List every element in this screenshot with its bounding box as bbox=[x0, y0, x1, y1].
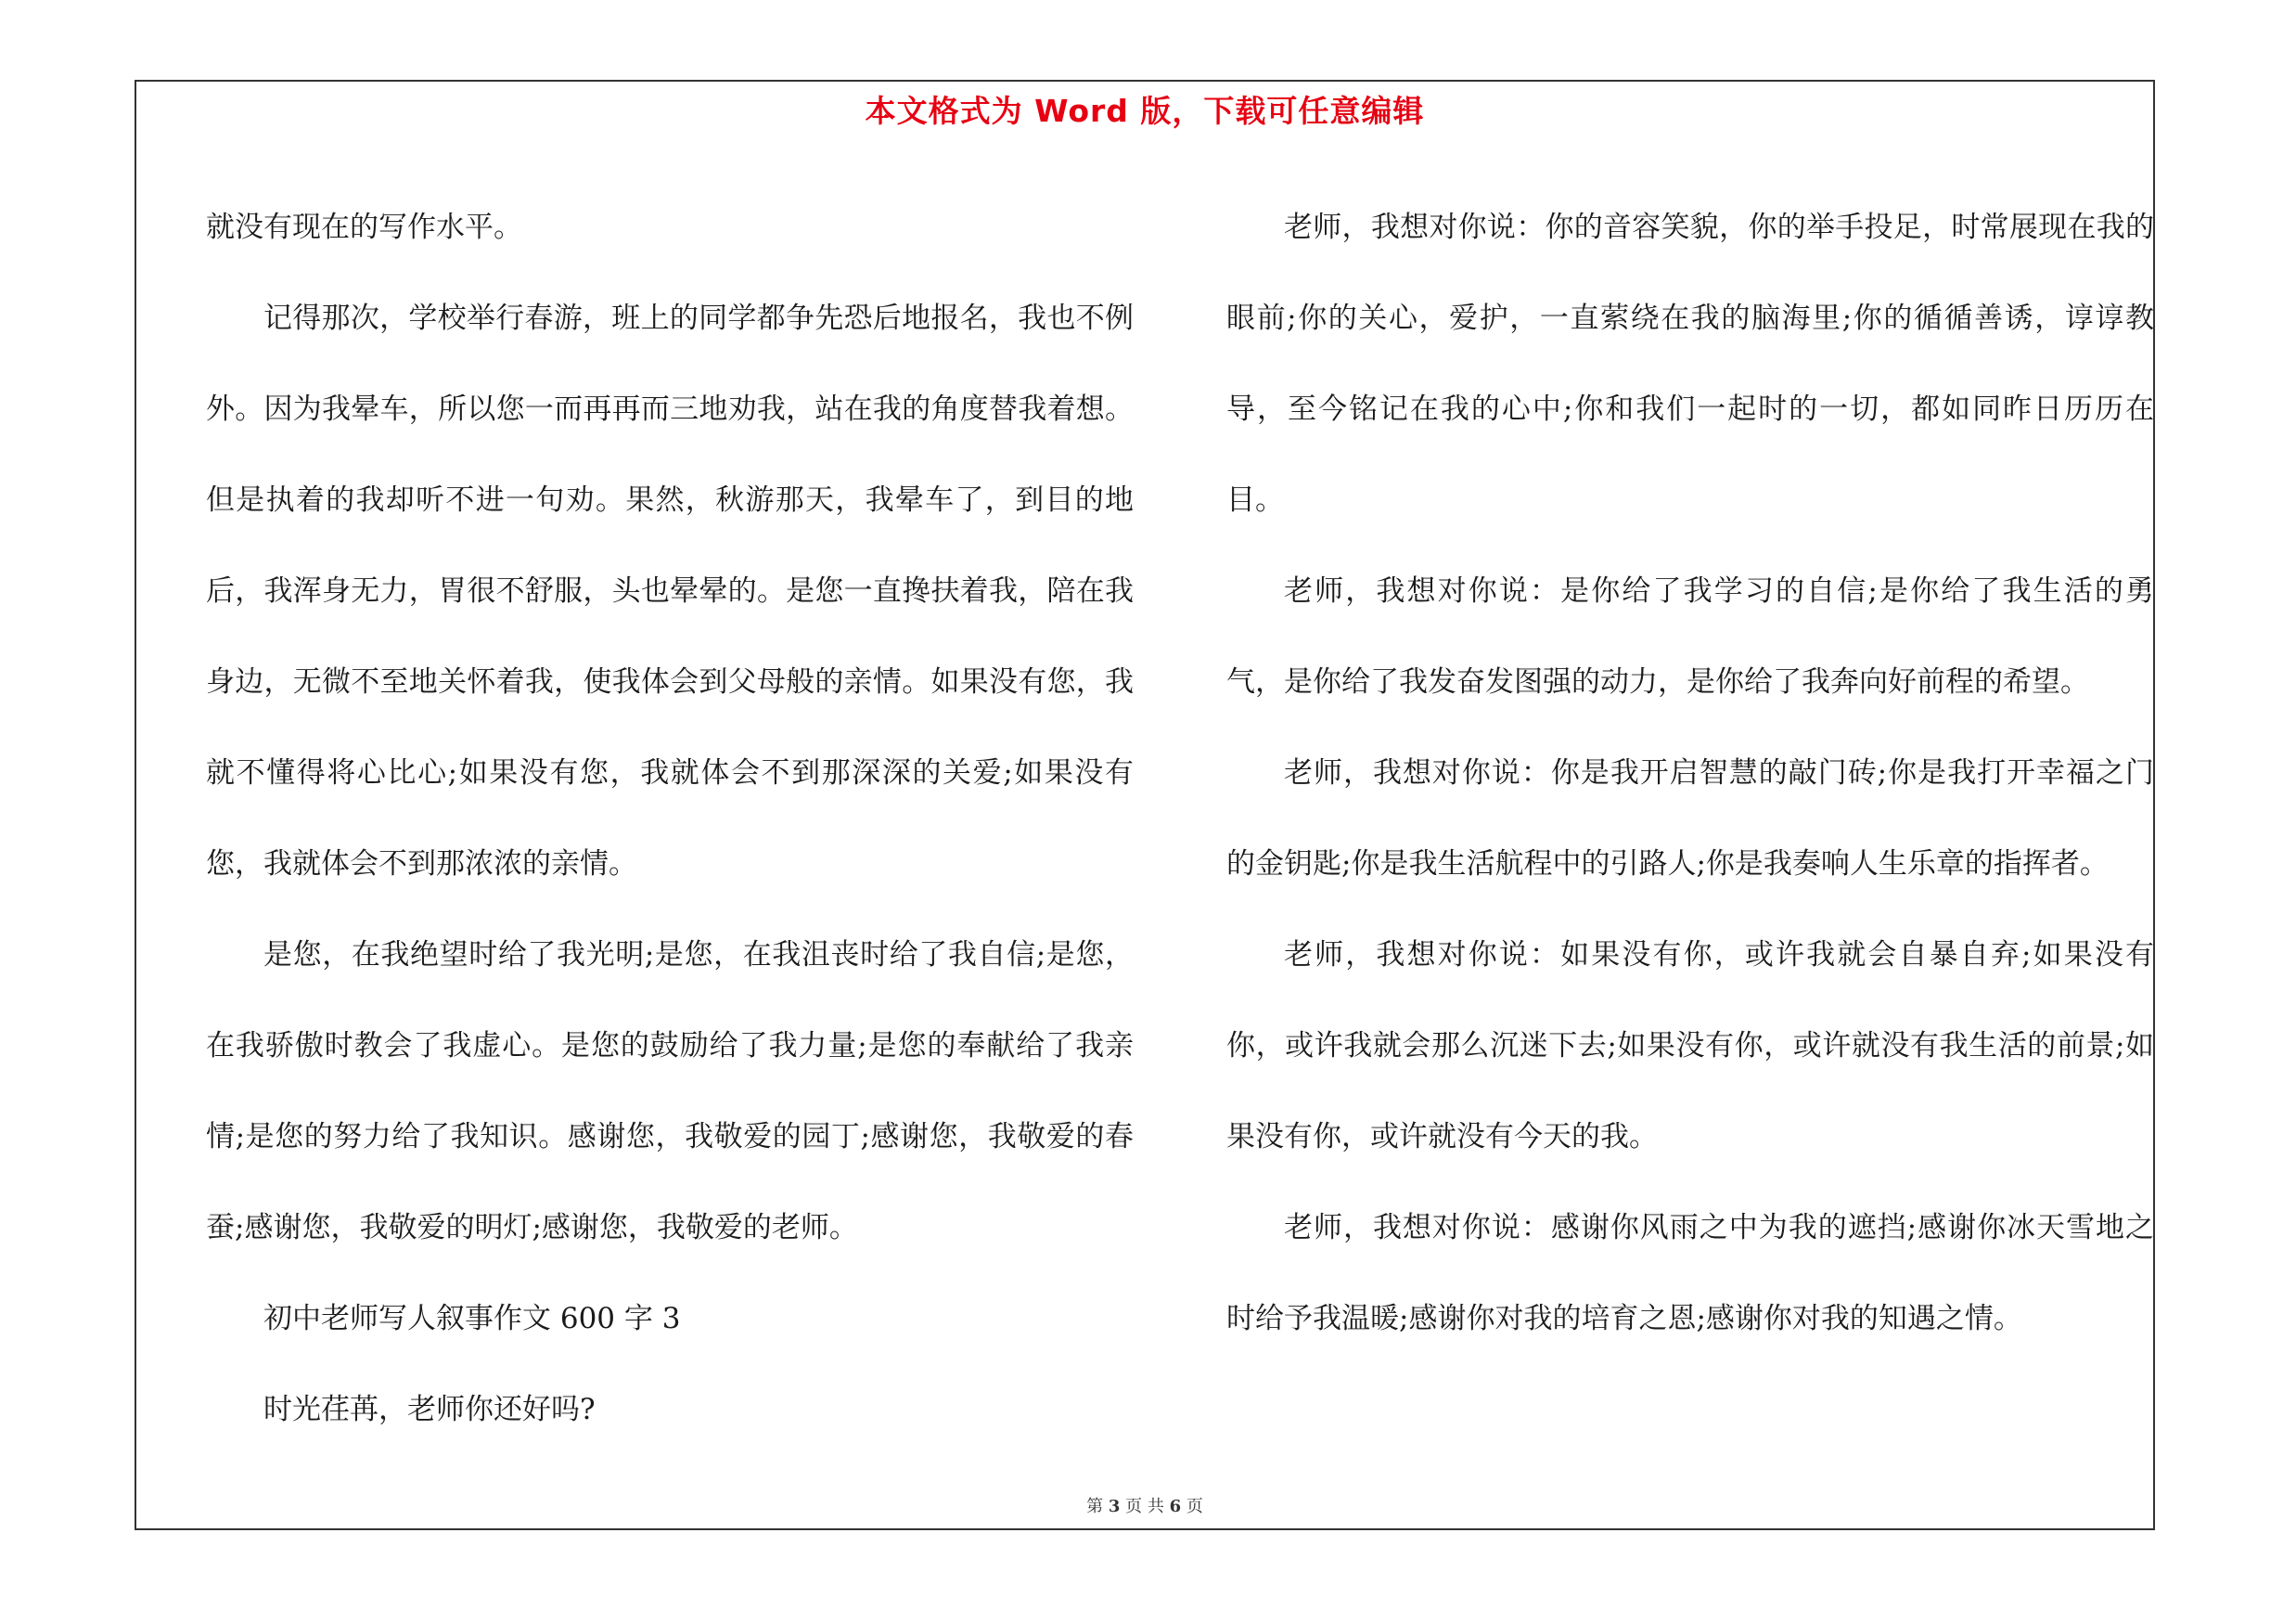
page-number: 3 bbox=[1108, 1497, 1121, 1516]
section-heading: 初中老师写人叙事作文 600 字 3 bbox=[263, 1302, 681, 1335]
footer-middle: 页 共 bbox=[1125, 1497, 1164, 1516]
paragraph: 记得那次，学校举行春游，班上的同学都争先恐后地报名，我也不例外。因为我晕车，所以您一而再再而三地劝我，站在我的角度替我着想。但是执着的我却听不进一句劝。果然，秋游那天，我晕车了，到目的地后，我浑身无力，胃很不舒服，头也晕晕的。是您一直搀扶着我，陪在我身边，无微不至地关怀着我，使我体会到父母般的亲情。如果没有您，我就不懂得将心比心;如果没有您，我就体会不到那深深的关爱;如果没有您，我就体会不到那浓浓的亲情。 bbox=[206, 302, 1134, 881]
paragraph: 老师，我想对你说：感谢你风雨之中为我的遮挡;感谢你冰天雪地之时给予我温暖;感谢你对我的培育之恩;感谢你对我的知遇之情。 bbox=[1226, 1211, 2154, 1335]
paragraph: 老师，我想对你说：你是我开启智慧的敲门砖;你是我打开幸福之门的金钥匙;你是我生活航程中的引路人;你是我奏响人生乐章的指挥者。 bbox=[1226, 756, 2154, 881]
paragraph: 是您，在我绝望时给了我光明;是您，在我沮丧时给了我自信;是您，在我骄傲时教会了我虚心。是您的鼓励给了我力量;是您的奉献给了我亲情;是您的努力给了我知识。感谢您，我敬爱的园丁;感谢您，我敬爱的春蚕;感谢您，我敬爱的明灯;感谢您，我敬爱的老师。 bbox=[206, 938, 1134, 1244]
footer-suffix: 页 bbox=[1186, 1497, 1203, 1516]
left-column bbox=[206, 182, 1134, 1455]
paragraph: 时光荏苒，老师你还好吗? bbox=[263, 1393, 596, 1426]
paragraph: 老师，我想对你说：你的音容笑貌，你的举手投足，时常展现在我的眼前;你的关心，爱护，一直萦绕在我的脑海里;你的循循善诱，谆谆教导，至今铭记在我的心中;你和我们一起时的一切，都如同昨日历历在目。 bbox=[1226, 211, 2154, 517]
paragraph: 老师，我想对你说：如果没有你，或许我就会自暴自弃;如果没有你，或许我就会那么沉迷下去;如果没有你，或许就没有我生活的前景;如果没有你，或许就没有今天的我。 bbox=[1226, 938, 2154, 1153]
format-banner: 本文格式为 Word 版，下载可任意编辑 bbox=[865, 93, 1425, 129]
footer-prefix: 第 bbox=[1086, 1497, 1104, 1516]
page-footer bbox=[135, 1493, 2155, 1517]
paragraph: 就没有现在的写作水平。 bbox=[206, 211, 522, 244]
paragraph: 老师，我想对你说：是你给了我学习的自信;是你给了我生活的勇气，是你给了我发奋发图强的动力，是你给了我奔向好前程的希望。 bbox=[1226, 574, 2154, 699]
right-column bbox=[1226, 182, 2154, 1364]
page-total: 6 bbox=[1169, 1497, 1182, 1516]
